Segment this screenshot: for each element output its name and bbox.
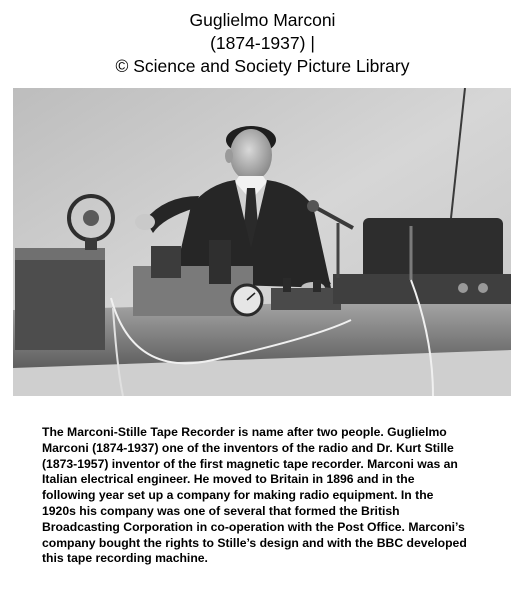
title-name: Guglielmo Marconi xyxy=(189,10,336,30)
page-title xyxy=(0,9,525,78)
photo-caption xyxy=(42,425,512,567)
caption-line: The Marconi-Stille Tape Recorder is name after two people. Guglielmo xyxy=(42,425,447,439)
caption-line: Italian electrical engineer. He moved to Britain in 1896 and in the xyxy=(42,472,415,487)
caption-line: this tape recording machine. xyxy=(42,551,208,566)
title-dates: (1874-1937) | xyxy=(210,33,315,53)
telegraph-key xyxy=(271,288,341,310)
microphone xyxy=(307,200,319,212)
wooden-box xyxy=(15,248,105,350)
ear xyxy=(225,149,233,163)
caption-line: (1873-1957) inventor of the first magnetic tape recorder. Marconi was an xyxy=(42,456,458,471)
terminal-knob-2 xyxy=(478,283,488,293)
key-post xyxy=(283,278,291,292)
face xyxy=(230,129,272,181)
reel-stand xyxy=(85,238,97,250)
title-credit: © Science and Society Picture Library xyxy=(115,56,410,76)
caption-line: following year set up a company for making radio equipment. In the xyxy=(42,488,434,503)
caption-line: 1920s his company was one of several that formed the British xyxy=(42,503,400,518)
reel-hub xyxy=(83,210,99,226)
coil-housing xyxy=(151,246,181,278)
spark-coil xyxy=(363,218,503,280)
caption-line: Marconi (1874-1937) one of the inventors of the radio and Dr. Kurt Stille xyxy=(42,440,454,455)
photo-illustration xyxy=(13,88,511,396)
key-post-2 xyxy=(313,280,321,292)
caption-line: Broadcasting Corporation in co-operation with the Post Office. Marconi’s xyxy=(42,519,465,534)
terminal-knob xyxy=(458,283,468,293)
marconi-photograph xyxy=(13,88,511,396)
caption-line: company bought the rights to Stille’s design and with the BBC developed xyxy=(42,535,467,550)
battery xyxy=(209,240,231,284)
raised-hand xyxy=(135,214,155,230)
